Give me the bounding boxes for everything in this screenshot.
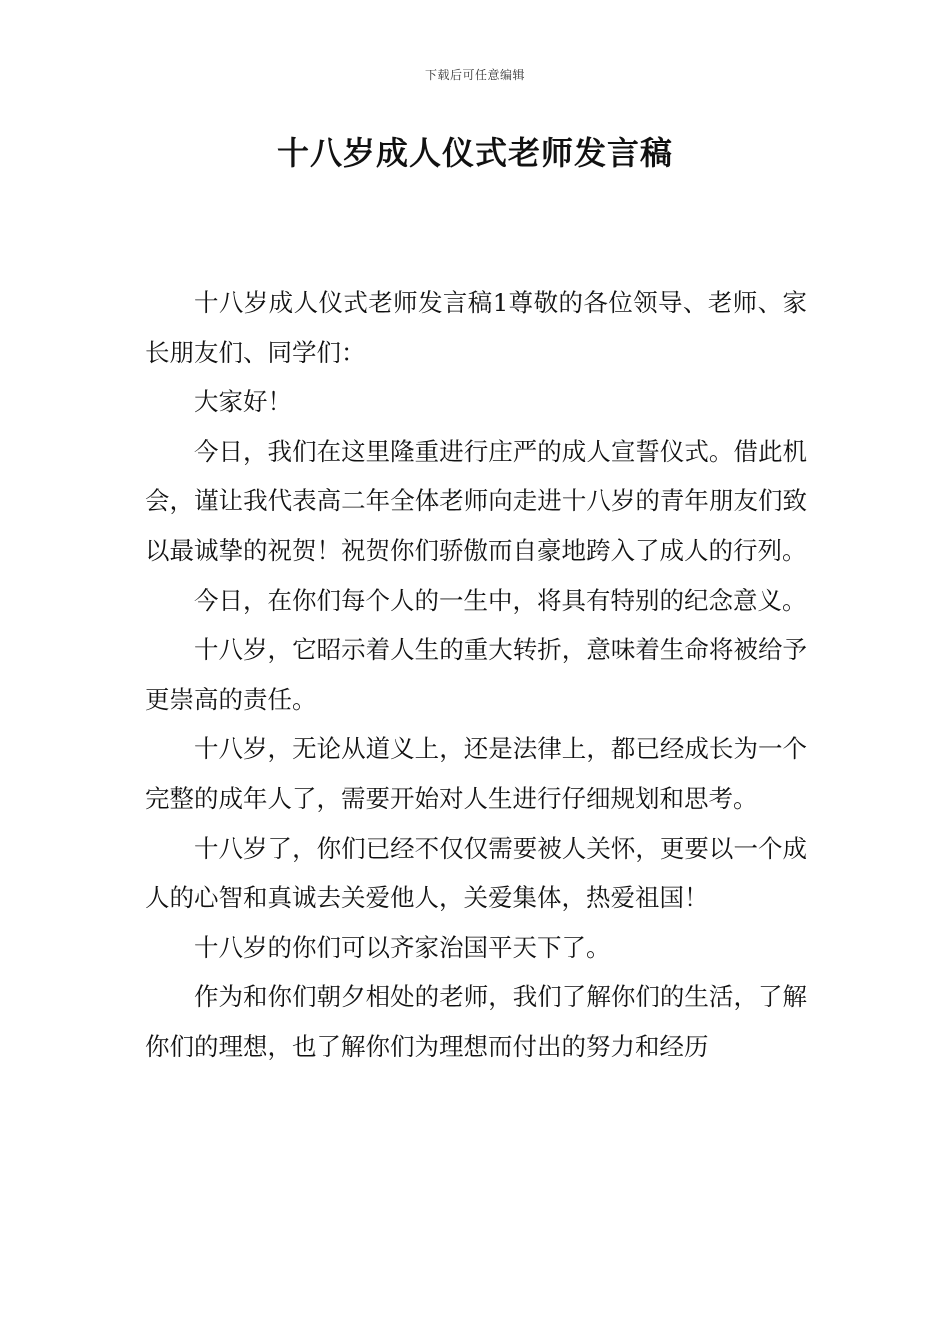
paragraph: 大家好！ xyxy=(194,387,292,417)
paragraph: 十八岁，它昭示着人生的重大转折，意味着生命将被给予更崇高的责任。 xyxy=(145,635,807,714)
document-title: 十八岁成人仪式老师发言稿 xyxy=(276,134,673,172)
paragraph: 十八岁的你们可以齐家治国平天下了。 xyxy=(194,932,611,962)
paragraph: 今日，我们在这里隆重进行庄严的成人宣誓仪式。借此机会，谨让我代表高二年全体老师向走进十八岁的青年朋友们致以最诚挚的祝贺！祝贺你们骄傲而自豪地跨入了成人的行列。 xyxy=(145,436,807,565)
paragraph: 作为和你们朝夕相处的老师，我们了解你们的生活，了解你们的理想，也了解你们为理想而付出的努力和经历 xyxy=(145,982,807,1061)
paragraph: 十八岁了，你们已经不仅仅需要被人关怀，更要以一个成人的心智和真诚去关爱他人，关爱集体，热爱祖国！ xyxy=(145,833,807,913)
paragraph: 十八岁成人仪式老师发言稿1尊敬的各位领导、老师、家长朋友们、同学们： xyxy=(145,288,807,367)
document-body xyxy=(145,278,807,1072)
paragraph: 十八岁，无论从道义上，还是法律上，都已经成长为一个完整的成年人了，需要开始对人生进行仔细规划和思考。 xyxy=(145,734,807,813)
paragraph: 今日，在你们每个人的一生中，将具有特别的纪念意义。 xyxy=(194,585,807,615)
header-note: 下载后可任意编辑 xyxy=(424,68,525,82)
